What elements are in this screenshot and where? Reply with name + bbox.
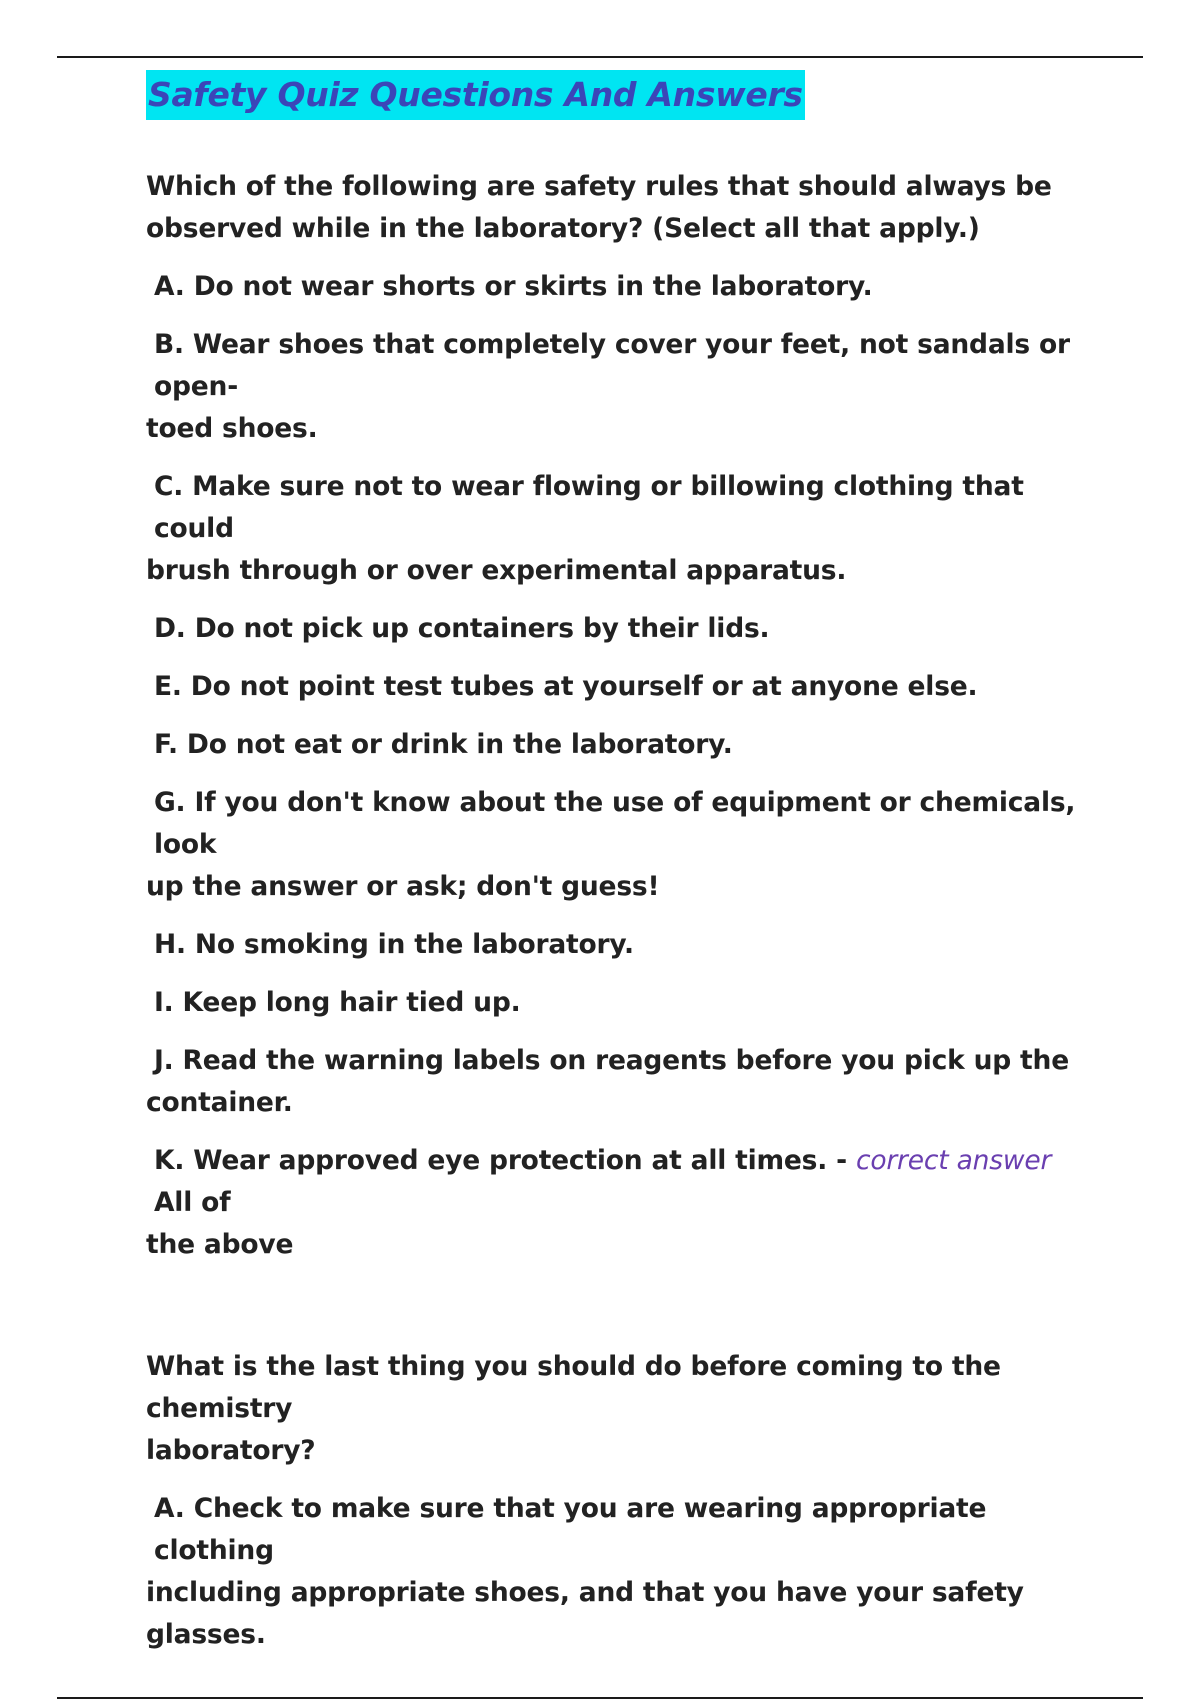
option-h — [146, 924, 1076, 966]
option-c-text-cont: brush through or over experimental apparatus. — [146, 555, 847, 586]
option-j-text: J. Read the warning labels on reagents before you pick up the — [154, 1045, 1069, 1076]
option-g — [146, 782, 1076, 908]
answer-text: All of — [154, 1187, 231, 1218]
page-title: Safety Quiz Questions And Answers — [146, 70, 805, 120]
correct-answer-label: correct answer — [855, 1145, 1052, 1176]
option-k-text: K. Wear approved eye protection at all times. - — [154, 1145, 856, 1176]
option-i — [146, 982, 1076, 1024]
question-1-line-2: observed while in the laboratory? (Select all that apply.) — [146, 213, 980, 244]
option-e-text: E. Do not point test tubes at yourself or at anyone else. — [154, 671, 978, 702]
option-g-text: G. If you don't know about the use of equipment or chemicals, look — [154, 787, 1076, 860]
bottom-rule — [57, 1697, 1143, 1699]
option-d-text: D. Do not pick up containers by their lids. — [154, 613, 770, 644]
option-c-text: C. Make sure not to wear flowing or billowing clothing that could — [154, 471, 1024, 544]
question-2-option-a-text-cont: including appropriate shoes, and that you have your safety glasses. — [146, 1577, 1024, 1650]
question-2 — [146, 1346, 1076, 1472]
option-c — [146, 466, 1076, 592]
question-2-option-a-text: A. Check to make sure that you are wearing appropriate clothing — [154, 1493, 987, 1566]
option-g-text-cont: up the answer or ask; don't guess! — [146, 871, 660, 902]
top-rule — [57, 56, 1143, 58]
question-2-option-a — [146, 1488, 1076, 1656]
option-b-text: B. Wear shoes that completely cover your feet, not sandals or open- — [154, 329, 1070, 402]
option-f-text: F. Do not eat or drink in the laboratory. — [154, 729, 733, 760]
question-2-line-2: laboratory? — [146, 1435, 316, 1466]
option-k — [146, 1140, 1076, 1266]
option-j-text-cont: container. — [146, 1087, 293, 1118]
option-b-text-cont: toed shoes. — [146, 413, 318, 444]
question-1-line-1: Which of the following are safety rules that should always be — [146, 171, 1052, 202]
option-d — [146, 608, 1076, 650]
option-b — [146, 324, 1076, 450]
question-1 — [146, 166, 1076, 250]
option-f — [146, 724, 1076, 766]
document-body — [146, 70, 1076, 1656]
option-e — [146, 666, 1076, 708]
option-a — [146, 266, 1076, 308]
option-j — [146, 1040, 1076, 1124]
question-2-line-1: What is the last thing you should do before coming to the chemistry — [146, 1351, 1001, 1424]
option-h-text: H. No smoking in the laboratory. — [154, 929, 634, 960]
option-a-text: A. Do not wear shorts or skirts in the laboratory. — [154, 271, 873, 302]
answer-text-cont: the above — [146, 1229, 294, 1260]
option-i-text: I. Keep long hair tied up. — [154, 987, 521, 1018]
